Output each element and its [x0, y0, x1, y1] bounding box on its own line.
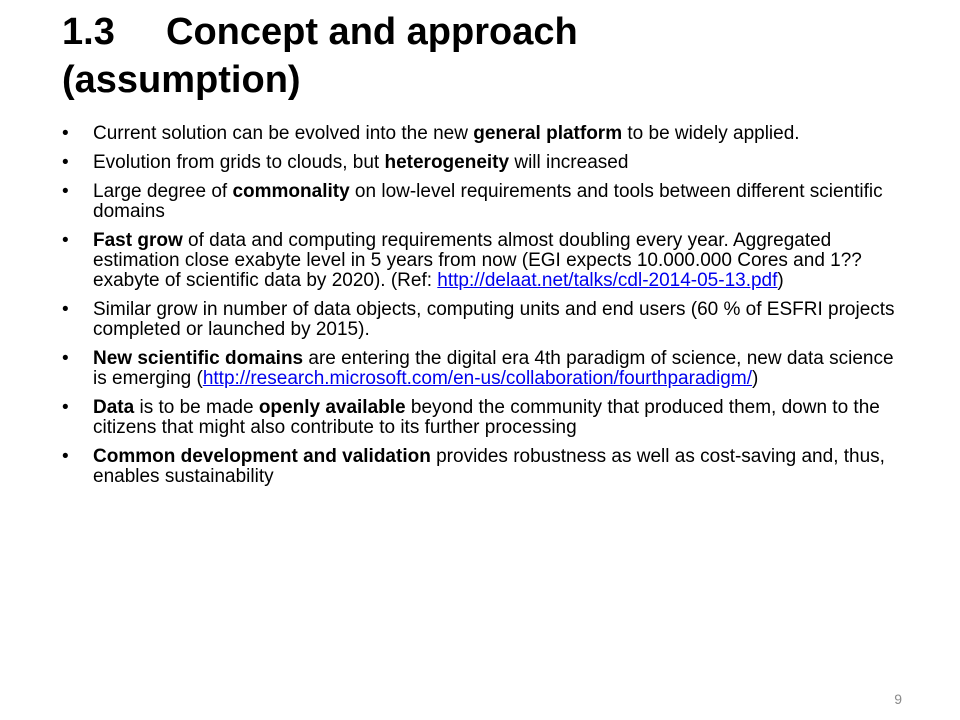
- bold-run: commonality: [232, 181, 350, 202]
- bullet-item-commonality: [62, 182, 912, 222]
- bullet-text: [93, 153, 912, 173]
- bold-run: heterogeneity: [384, 152, 510, 173]
- bullet-dot: •: [62, 181, 69, 202]
- bullet-item-heterogeneity: [62, 153, 912, 173]
- text-run: on low-level requirements and tools between different scientific domains: [93, 181, 883, 222]
- text-run: Evolution from grids to clouds, but: [93, 152, 385, 173]
- bullet-item-fast-grow: [62, 231, 912, 291]
- text-run: of data and computing requirements almost doubling every year. Aggregated estimation close exabyte level in 5 years from now (EGI expects 10.000.000 Cores and 1?? exabyte of scientific data by 2020). (Ref:: [93, 230, 862, 291]
- text-run: ): [777, 270, 784, 291]
- text-run: is to be made: [134, 397, 259, 418]
- title-line-1: Concept and approach: [166, 11, 578, 53]
- bullet-text: [93, 124, 912, 144]
- text-run: Current solution can be evolved into the new: [93, 123, 474, 144]
- bullet-text: [93, 349, 912, 389]
- bullet-item-common-development: [62, 447, 912, 487]
- text-run: are entering the digital era 4th paradigm of science, new data science is emerging (: [93, 348, 894, 389]
- bullet-dot: •: [62, 230, 69, 251]
- text-run: ): [751, 368, 759, 389]
- bullet-text: [93, 447, 912, 487]
- bold-run: Data: [93, 397, 135, 418]
- bold-run: Fast grow: [93, 230, 183, 251]
- bold-run: general platform: [473, 123, 623, 144]
- bold-run: Common development and validation: [93, 446, 431, 467]
- text-run: Large degree of: [93, 181, 233, 202]
- bullet-item-general-platform: [62, 124, 912, 144]
- bullet-text: [93, 231, 912, 291]
- bold-run: New scientific domains: [93, 348, 304, 369]
- bullet-dot: •: [62, 397, 69, 418]
- bullet-item-new-domains: [62, 349, 912, 389]
- bullet-text: [93, 182, 912, 222]
- bullet-item-open-data: [62, 398, 912, 438]
- bullet-dot: •: [62, 446, 69, 467]
- bullet-dot: •: [62, 152, 69, 173]
- bullet-text: [93, 300, 912, 340]
- title-line-2: (assumption): [62, 59, 301, 101]
- bold-run: openly available: [258, 397, 406, 418]
- text-run: will increased: [509, 152, 629, 173]
- delaat-link[interactable]: http://delaat.net/talks/cdl-2014-05-13.pdf: [437, 270, 778, 291]
- bullet-dot: •: [62, 123, 69, 144]
- text-run: beyond the community that produced them, down to the citizens that might also contribute to its further processing: [93, 397, 880, 438]
- bullet-text: [93, 398, 912, 438]
- page-number: 9: [894, 691, 902, 707]
- bullet-dot: •: [62, 348, 69, 369]
- text-run: Similar grow in number of data objects, computing units and end users (60 % of ESFRI projects completed or launched by 2015).: [93, 299, 895, 340]
- bullet-dot: •: [62, 299, 69, 320]
- slide-title: [62, 8, 922, 104]
- bullet-list: [62, 124, 912, 496]
- text-run: to be widely applied.: [622, 123, 800, 144]
- microsoft-research-link[interactable]: http://research.microsoft.com/en-us/collaboration/fourthparadigm/: [202, 368, 752, 389]
- section-number: 1.3: [62, 11, 115, 53]
- text-run: provides robustness as well as cost-saving and, thus, enables sustainability: [93, 446, 885, 487]
- bullet-item-similar-grow: [62, 300, 912, 340]
